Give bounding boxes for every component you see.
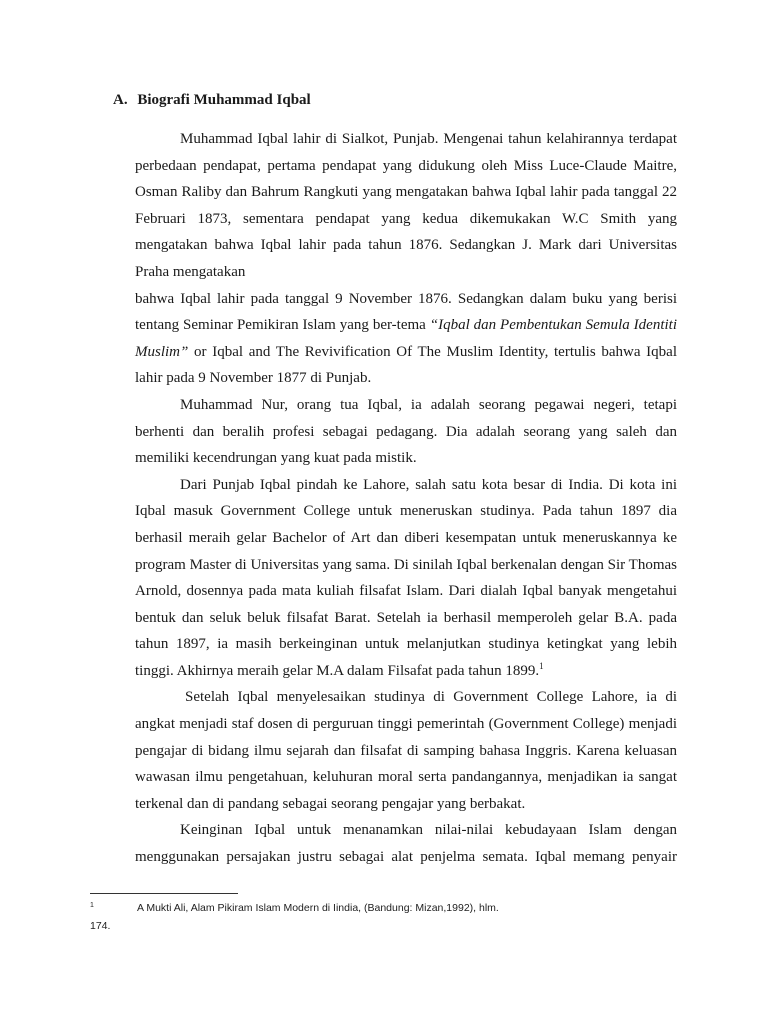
footnote-continuation: 174. <box>90 920 111 932</box>
body-text <box>135 126 677 871</box>
paragraph-education-text: Dari Punjab Iqbal pindah ke Lahore, salah satu kota besar di India. Di kota ini Iqbal masuk Government College untuk meneruskan studinya. Pada tahun 1897 dia berhasil meraih gelar Bachelor of Art dan diberi kesempatan untuk meneruskannya ke program Master di Universitas yang sama. Di sinilah Iqbal berkenalan dengan Sir Thomas Arnold, dosennya pada mata kuliah filsafat Islam. Dari dialah Iqbal banyak mengetahui bentuk dan seluk beluk filsafat Barat. Setelah ia berhasil memperoleh gelar B.A. pada tahun 1897, ia masih berkeinginan untuk melanjutkan studinya ketingkat yang lebih tinggi. Akhirnya meraih gelar M.A dalam Filsafat pada tahun 1899. <box>135 476 677 679</box>
paragraph-career: Setelah Iqbal menyelesaikan studinya di Government College Lahore, ia di angkat menjadi staf dosen di perguruan tinggi pemerintah (Government College) menjadi pengajar di bidang ilmu sejarah dan filsafat di samping bahasa Inggris. Karena keluasan wawasan ilmu pengetahuan, keluhuran moral serta pandangannya, menjadikan ia sangat terkenal dan di pandang sebagai seorang pengajar yang berbakat. <box>135 689 677 812</box>
paragraph-birth: Muhammad Iqbal lahir di Sialkot, Punjab. Mengenai tahun kelahirannya terdapat perbedaan pendapat, pertama pendapat yang didukung oleh Miss Luce-Claude Maitre, Osman Raliby dan Bahrum Rangkuti yang mengatakan bahwa Iqbal lahir pada tanggal 22 Februari 1873, sementara pendapat yang kedua dikemukakan W.C Smith yang mengatakan bahwa Iqbal lahir pada tahun 1876. Sedangkan J. Mark dari Universitas Praha mengatakan <box>135 131 677 280</box>
footnote-text: A Mukti Ali, Alam Pikiram Islam Modern di Iindia, (Bandung: Mizan,1992), hlm. <box>137 902 499 914</box>
paragraph-birth-continued-text-2: or Iqbal and The Revivification Of The Muslim Identity, tertulis bahwa Iqbal lahir pada 9 November 1877 di Punjab. <box>135 343 677 387</box>
footnote-separator <box>90 893 238 894</box>
paragraph-parent: Muhammad Nur, orang tua Iqbal, ia adalah seorang pegawai negeri, tetapi berhenti dan beralih profesi sebagai pedagang. Dia adalah seorang yang saleh dan memiliki kecendrungan yang kuat pada mistik. <box>135 396 677 467</box>
section-heading <box>113 92 311 109</box>
paragraph-birth-continued-text: bahwa Iqbal lahir pada tanggal 9 November 1876. Sedangkan dalam buku yang berisi tentang Seminar Pemikiran Islam yang ber-tema <box>135 290 677 334</box>
paragraph-birth-continued <box>135 286 677 392</box>
footnote <box>90 899 690 935</box>
paragraph-education <box>135 472 677 685</box>
seminar-title-italic: “Iqbal dan Pembentukan Semula Identiti Muslim” <box>135 317 677 360</box>
section-title: Biografi Muhammad Iqbal <box>137 92 311 108</box>
footnote-mark: 1 <box>90 902 94 909</box>
paragraph-poetry: Keinginan Iqbal untuk menanamkan nilai-nilai kebudayaan Islam dengan menggunakan persajakan justru sebagai alat penjelma semata. Iqbal memang penyair <box>135 822 677 866</box>
section-number: A. <box>113 92 128 108</box>
footnote-reference: 1 <box>539 660 544 671</box>
